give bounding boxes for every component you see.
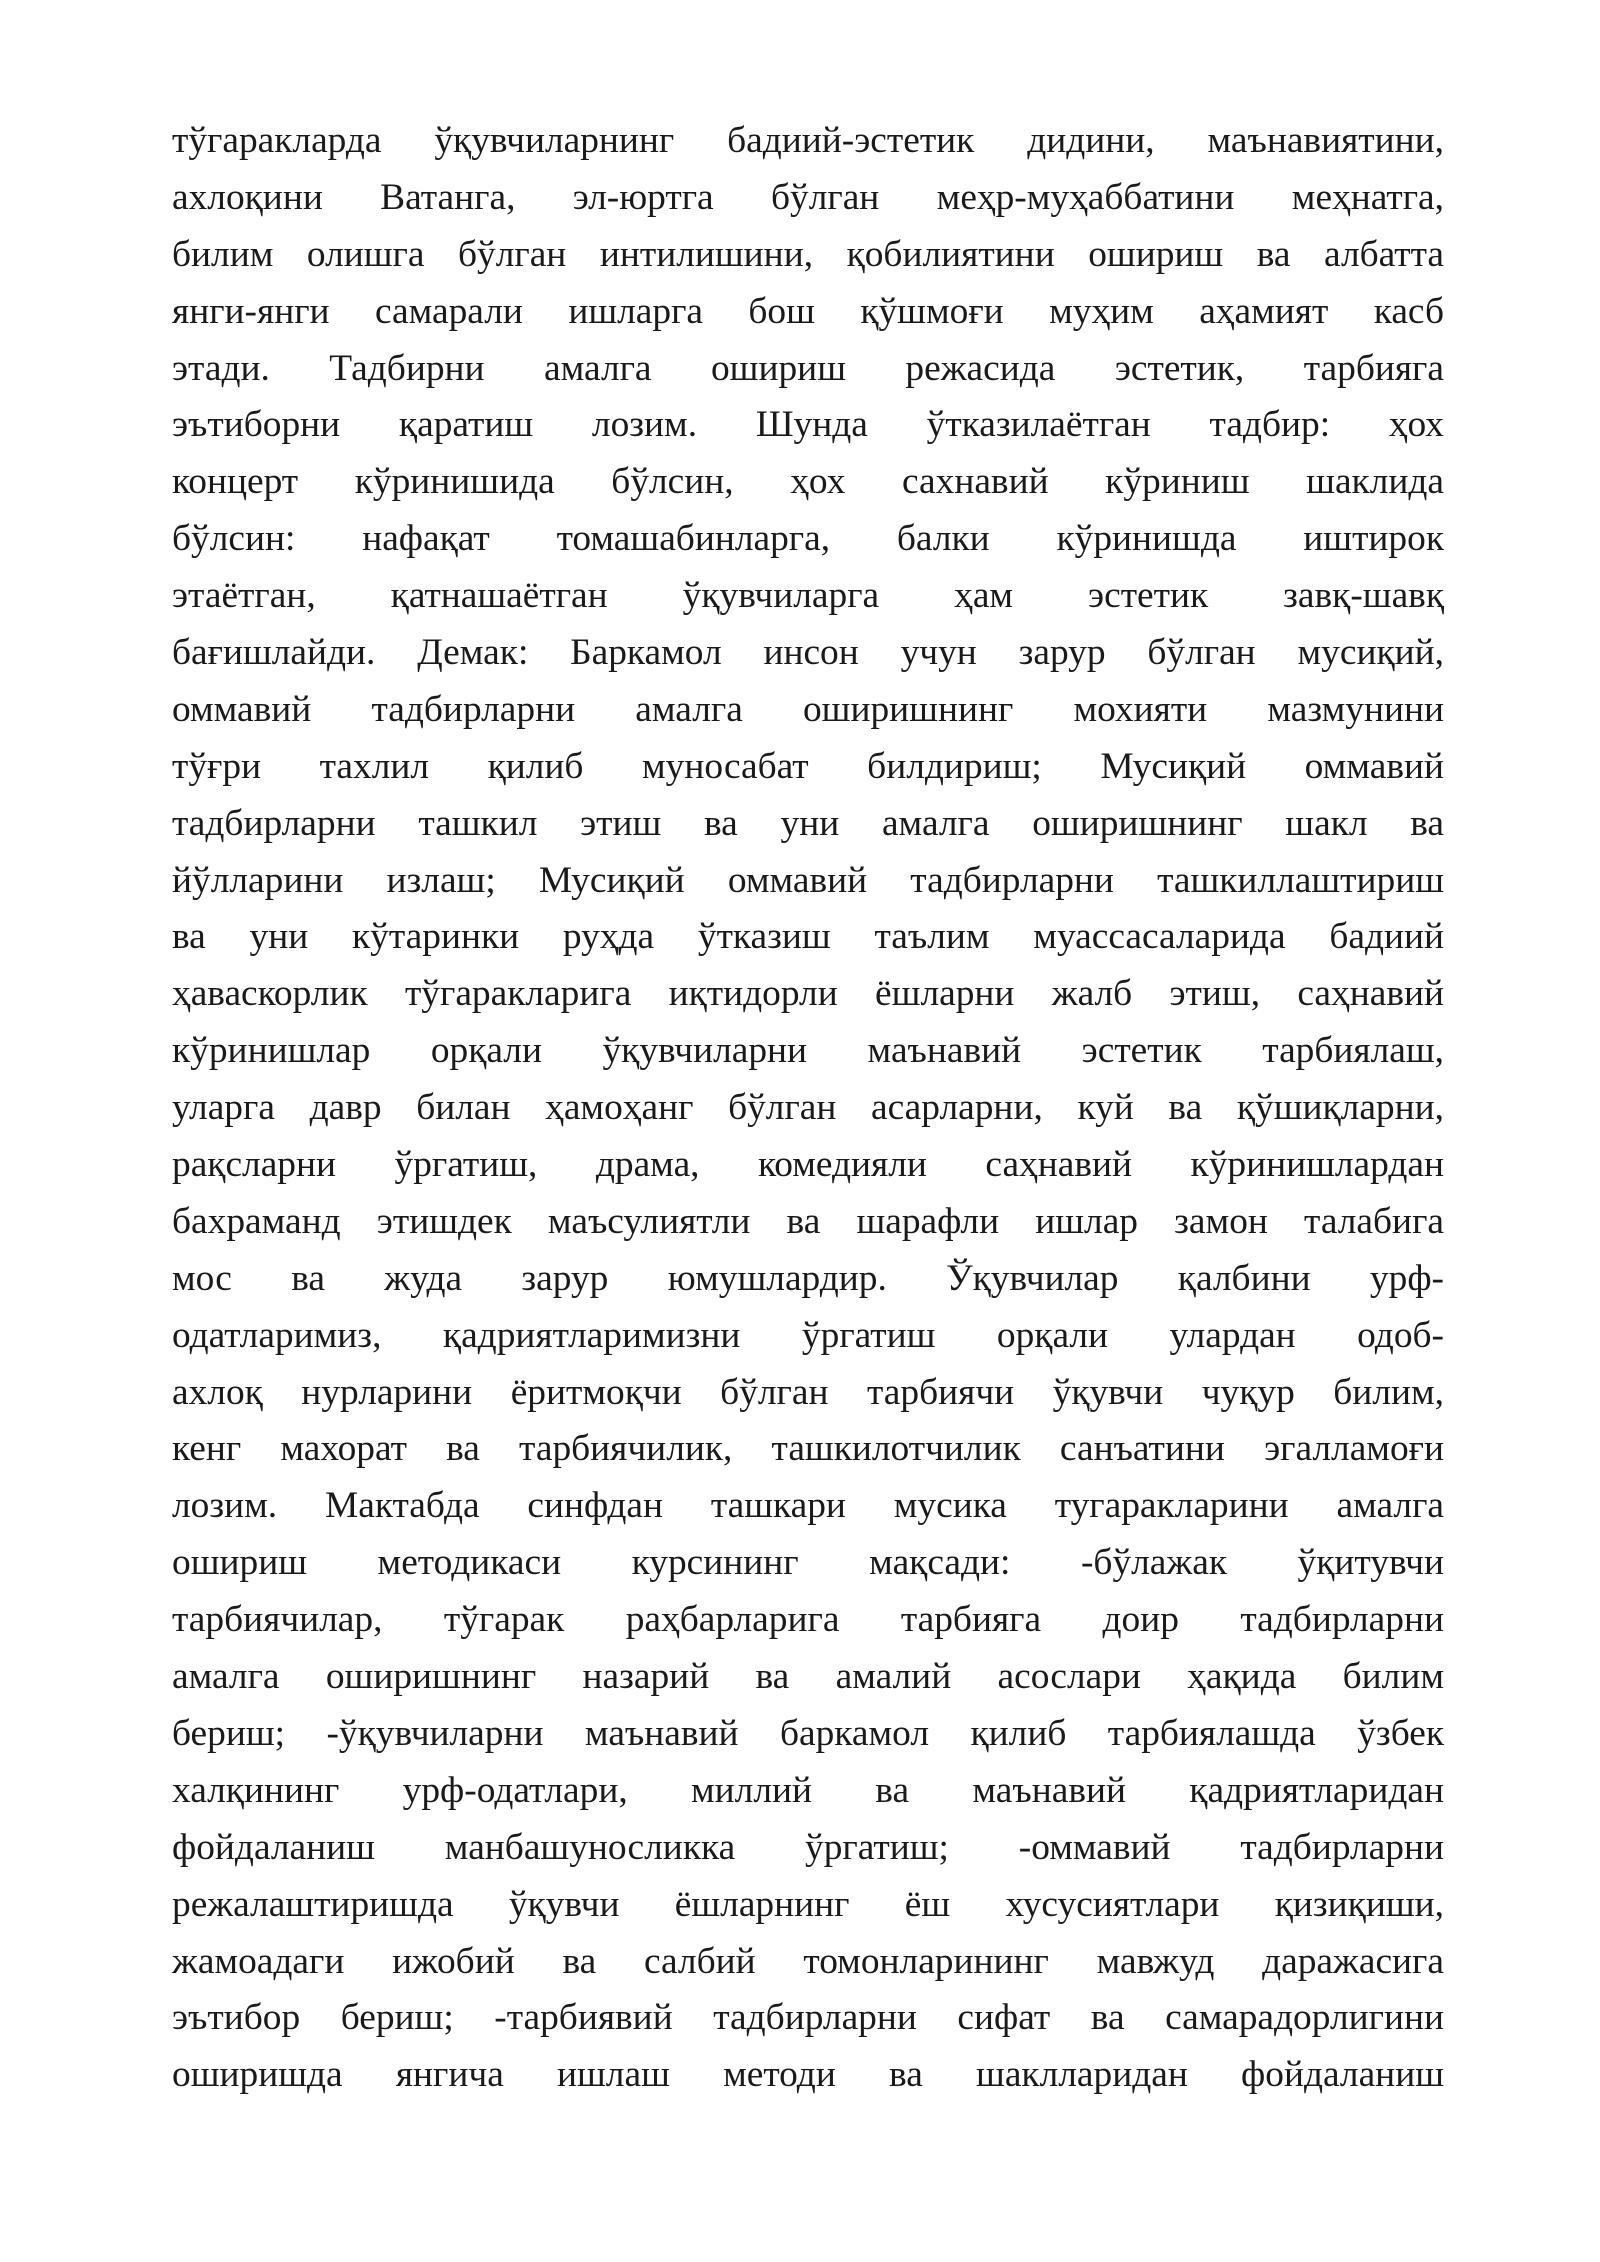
text-line: ва уни кўтаринки руҳда ўтказиш таълим муассасаларида бадиий — [172, 916, 1444, 958]
text-line: этади. Тадбирни амалга ошириш режасида эстетик, тарбияга — [172, 347, 1444, 389]
text-line: мос ва жуда зарур юмушлардир. Ўқувчилар қалбини урф- — [172, 1257, 1444, 1299]
text-line: кенг махорат ва тарбиячилик, ташкилотчилик санъатини эгалламоғи — [172, 1428, 1444, 1470]
text-line: эътиборни қаратиш лозим. Шунда ўтказилаётган тадбир: ҳох — [172, 404, 1444, 446]
text-line: тўғри тахлил қилиб муносабат билдириш; Мусиқий оммавий — [172, 745, 1444, 787]
text-line: оммавий тадбирларни амалга оширишнинг мохияти мазмунини — [172, 688, 1444, 730]
text-line: уларга давр билан ҳамоҳанг бўлган асарларни, куй ва қўшиқларни, — [172, 1087, 1444, 1129]
body-paragraph — [172, 113, 1444, 2104]
text-line: ошириш методикаси курсининг мақсади: -бўлажак ўқитувчи — [172, 1542, 1444, 1584]
text-line: амалга оширишнинг назарий ва амалий асослари ҳақида билим — [172, 1656, 1444, 1698]
text-line: жамоадаги ижобий ва салбий томонларининг мавжуд даражасига — [172, 1940, 1444, 1982]
text-line: тадбирларни ташкил этиш ва уни амалга оширишнинг шакл ва — [172, 802, 1444, 844]
text-line: одатларимиз, қадриятларимизни ўргатиш орқали улардан одоб- — [172, 1314, 1444, 1356]
text-line: концерт кўринишида бўлсин, ҳох сахнавий кўриниш шаклида — [172, 461, 1444, 503]
text-line: тўгаракларда ўқувчиларнинг бадиий-эстетик дидини, маънавиятини, — [172, 120, 1444, 161]
text-line: оширишда янгича ишлаш методи ва шаклларидан фойдаланиш — [172, 2054, 1444, 2096]
text-line: лозим. Мактабда синфдан ташкари мусика тугаракларини амалга — [172, 1485, 1444, 1527]
text-line: фойдаланиш манбашуносликка ўргатиш; -оммавий тадбирларни — [172, 1826, 1444, 1868]
text-line: этаётган, қатнашаётган ўқувчиларга ҳам эстетик завқ-шавқ — [172, 575, 1444, 617]
text-line: бахраманд этишдек маъсулиятли ва шарафли ишлар замон талабига — [172, 1200, 1444, 1242]
text-line: режалаштиришда ўқувчи ёшларнинг ёш хусусиятлари қизиқиши, — [172, 1883, 1444, 1925]
text-line: ахлоқ нурларини ёритмоқчи бўлган тарбиячи ўқувчи чуқур билим, — [172, 1371, 1444, 1413]
text-line: ахлоқини Ватанга, эл-юртга бўлган меҳр-муҳаббатини меҳнатга, — [172, 176, 1444, 218]
text-line: бағишлайди. Демак: Баркамол инсон учун зарур бўлган мусиқий, — [172, 632, 1444, 674]
text-line: билим олишга бўлган интилишини, қобилиятини ошириш ва албатта — [172, 233, 1444, 275]
text-line: тарбиячилар, тўгарак раҳбарларига тарбияга доир тадбирларни — [172, 1599, 1444, 1641]
text-line: кўринишлар орқали ўқувчиларни маънавий эстетик тарбиялаш, — [172, 1030, 1444, 1072]
text-line: рақсларни ўргатиш, драма, комедияли саҳнавий кўринишлардан — [172, 1144, 1444, 1186]
text-line: ҳаваскорлик тўгаракларига иқтидорли ёшларни жалб этиш, саҳнавий — [172, 973, 1444, 1015]
text-line: халқининг урф-одатлари, миллий ва маънавий қадриятларидан — [172, 1769, 1444, 1811]
text-line: бериш; -ўқувчиларни маънавий баркамол қилиб тарбиялашда ўзбек — [172, 1712, 1444, 1754]
text-line: янги-янги самарали ишларга бош қўшмоғи муҳим аҳамият касб — [172, 290, 1444, 332]
text-line: эътибор бериш; -тарбиявий тадбирларни сифат ва самарадорлигини — [172, 1997, 1444, 2039]
text-line: бўлсин: нафақат томашабинларга, балки кўринишда иштирок — [172, 518, 1444, 560]
text-line: йўлларини излаш; Мусиқий оммавий тадбирларни ташкиллаштириш — [172, 859, 1444, 901]
